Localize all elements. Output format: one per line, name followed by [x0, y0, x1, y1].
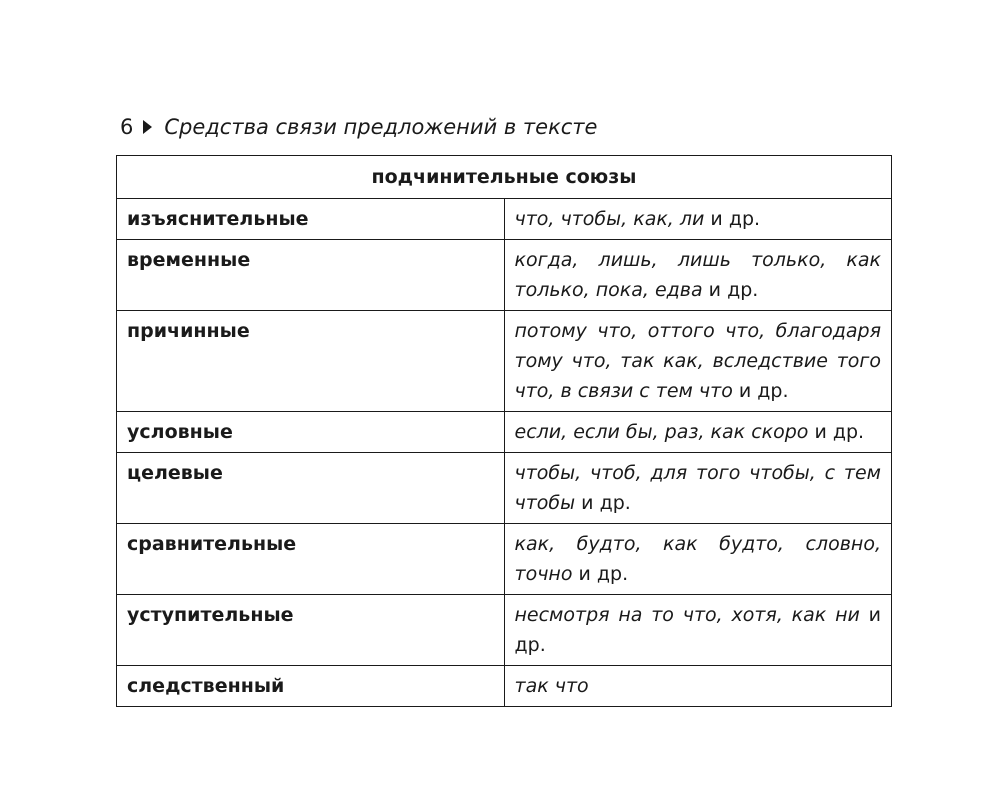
table-header-row: [117, 156, 892, 199]
examples-cell: [504, 666, 892, 707]
examples-text: несмотря на то что, хотя, как ни: [514, 604, 860, 626]
category-cell: условные: [117, 412, 505, 453]
examples-cell: [504, 240, 892, 311]
examples-cell: [504, 595, 892, 666]
table-title: подчинительные союзы: [117, 156, 892, 199]
examples-text: так что: [514, 675, 589, 697]
table-row: [117, 199, 892, 240]
running-head: [120, 113, 597, 141]
examples-cell: [504, 311, 892, 412]
table-row: [117, 311, 892, 412]
table-row: [117, 240, 892, 311]
category-cell: целевые: [117, 453, 505, 524]
examples-suffix: и др.: [702, 279, 759, 301]
examples-suffix: и др.: [808, 421, 865, 443]
category-cell: временные: [117, 240, 505, 311]
arrow-right-icon: [143, 120, 152, 134]
examples-text: как, будто, как будто, словно, точно: [514, 533, 881, 585]
examples-suffix: и др.: [514, 604, 881, 656]
examples-suffix: и др.: [704, 208, 761, 230]
examples-text: потому что, оттого что, благодаря тому что, так как, вследствие того что, в связи с тем что: [514, 320, 881, 402]
category-cell: причинные: [117, 311, 505, 412]
category-cell: сравнительные: [117, 524, 505, 595]
examples-text: когда, лишь, лишь только, как только, пока, едва: [514, 249, 881, 301]
page-number: 6: [120, 115, 134, 139]
table-row: [117, 595, 892, 666]
category-cell: изъяснительные: [117, 199, 505, 240]
table-row: [117, 666, 892, 707]
table-row: [117, 412, 892, 453]
section-title: Средства связи предложений в тексте: [164, 115, 598, 139]
examples-cell: [504, 199, 892, 240]
examples-suffix: и др.: [572, 563, 629, 585]
conjunctions-table: [116, 155, 892, 707]
table-row: [117, 524, 892, 595]
examples-text: если, если бы, раз, как скоро: [514, 421, 809, 443]
examples-cell: [504, 412, 892, 453]
examples-text: чтобы, чтоб, для того чтобы, с тем чтобы: [514, 462, 881, 514]
examples-suffix: и др.: [575, 492, 631, 514]
category-cell: следственный: [117, 666, 505, 707]
table-row: [117, 453, 892, 524]
examples-cell: [504, 524, 892, 595]
category-cell: уступительные: [117, 595, 505, 666]
examples-cell: [504, 453, 892, 524]
examples-text: что, чтобы, как, ли: [514, 208, 705, 230]
examples-suffix: и др.: [732, 380, 789, 402]
